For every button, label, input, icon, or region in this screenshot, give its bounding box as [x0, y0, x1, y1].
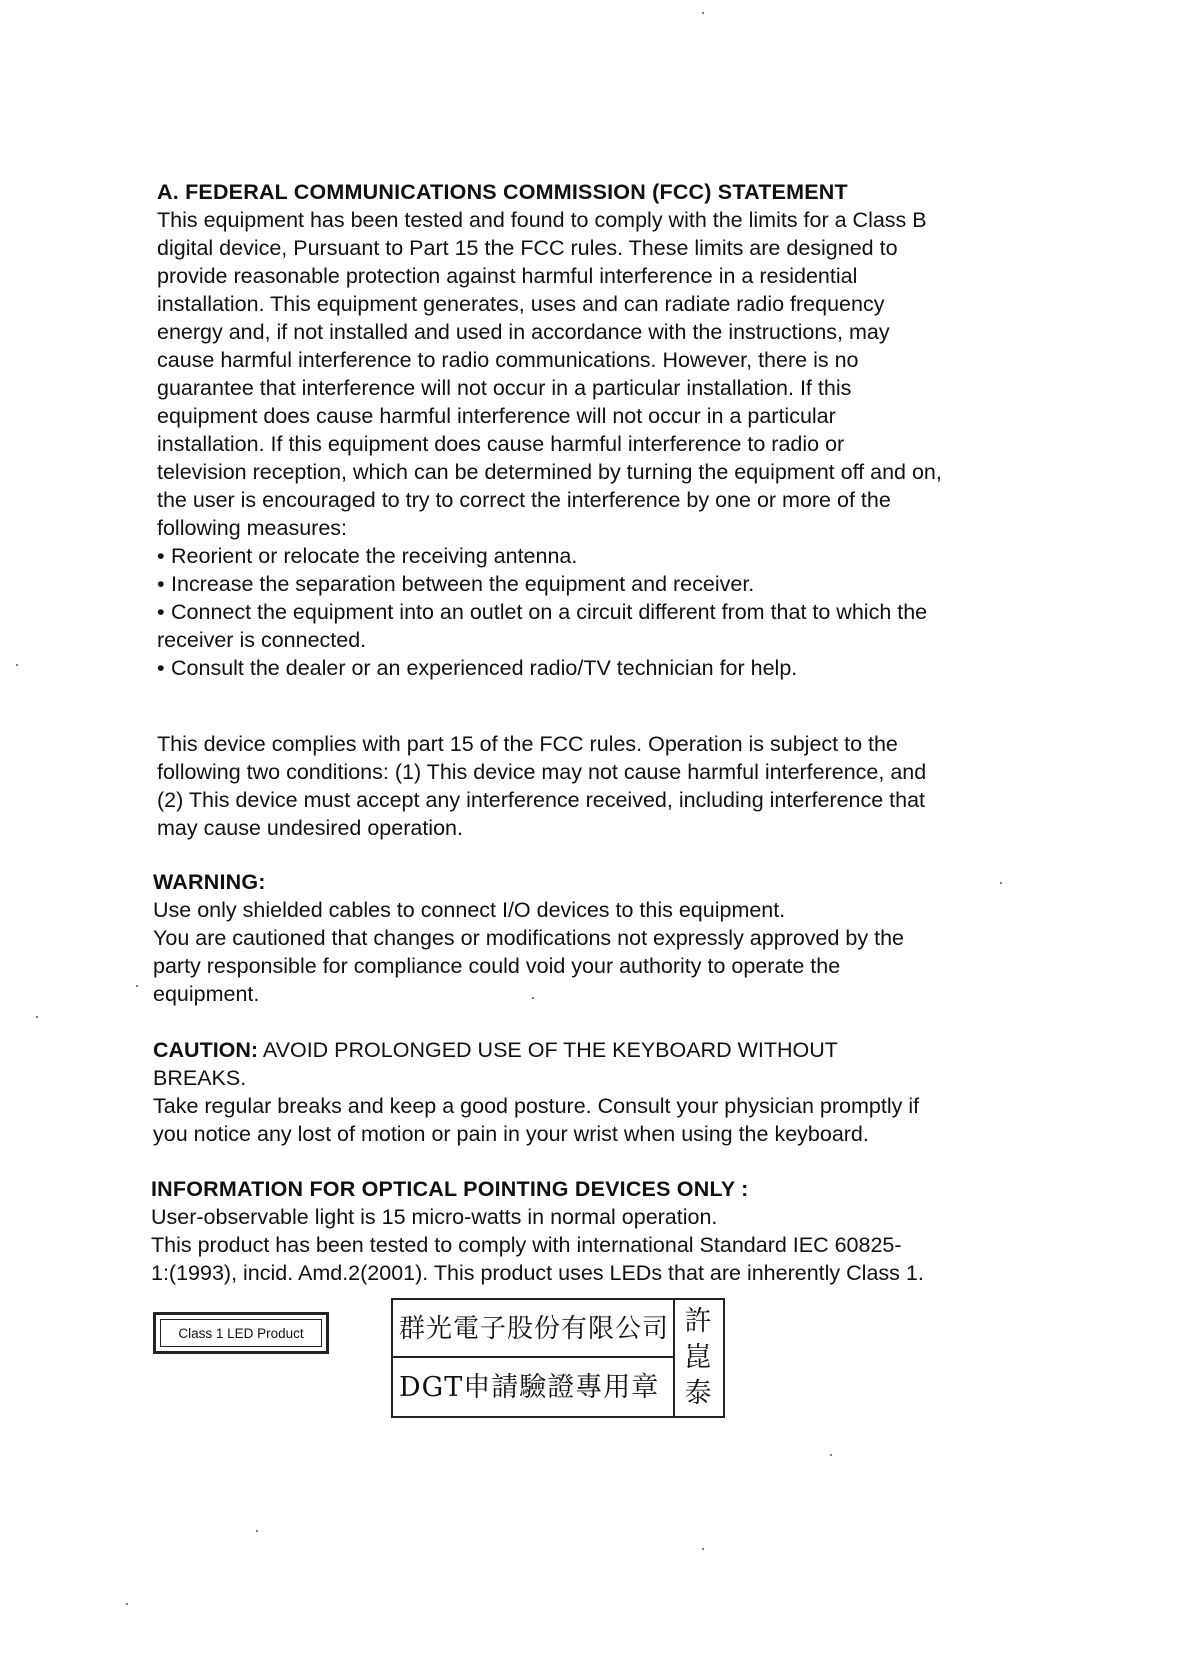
bullet-item: [157, 598, 1037, 626]
warning-line: You are cautioned that changes or modifications not expressly approved by the: [153, 926, 904, 950]
scan-speck: [702, 1548, 704, 1550]
company-stamp: [391, 1298, 735, 1418]
scan-speck: [126, 1603, 128, 1605]
scan-speck: [16, 664, 18, 666]
scan-speck: [36, 1016, 38, 1018]
stamp-name-char: 崑: [684, 1342, 712, 1373]
fcc-line: installation. This equipment generates, uses and can radiate radio frequency: [157, 292, 885, 316]
bullet-dot-icon: •: [157, 656, 165, 680]
bullet-text: Connect the equipment into an outlet on a circuit different from that to which the: [171, 600, 928, 624]
bullet-text: Consult the dealer or an experienced radio/TV technician for help.: [171, 656, 798, 680]
fcc-line: television reception, which can be determined by turning the equipment off and on,: [157, 460, 942, 484]
caution-line: you notice any lost of motion or pain in your wrist when using the keyboard.: [153, 1122, 869, 1146]
bullet-item: [157, 542, 1037, 570]
bullet-continuation: receiver is connected.: [157, 628, 367, 652]
led-label-text: Class 1 LED Product: [160, 1319, 322, 1347]
fcc-line: energy and, if not installed and used in accordance with the instructions, may: [157, 320, 890, 344]
fcc-line: installation. If this equipment does cause harmful interference to radio or: [157, 432, 845, 456]
caution-headline-continuation: BREAKS.: [153, 1066, 247, 1090]
stamp-name-char: 許: [684, 1306, 712, 1337]
optical-line: This product has been tested to comply with international Standard IEC 60825-: [151, 1233, 902, 1257]
optical-heading: INFORMATION FOR OPTICAL POINTING DEVICES ONLY :: [151, 1177, 749, 1201]
caution-label: CAUTION:: [153, 1038, 259, 1062]
optical-line: User-observable light is 15 micro-watts in normal operation.: [151, 1205, 718, 1229]
warning-line: Use only shielded cables to connect I/O devices to this equipment.: [153, 898, 786, 922]
stamp-main-box: [391, 1298, 675, 1418]
caution-headline: [153, 1036, 1033, 1064]
scan-speck: [136, 985, 138, 987]
bullet-item: [157, 570, 1037, 598]
compliance-line: following two conditions: (1) This device may not cause harmful interference, and: [157, 760, 927, 784]
stamp-person-name: [673, 1298, 725, 1418]
scan-speck: [532, 997, 534, 999]
scan-speck: [830, 1454, 832, 1456]
bullet-dot-icon: •: [157, 572, 165, 596]
warning-line: equipment.: [153, 982, 260, 1006]
caution-headline-text: AVOID PROLONGED USE OF THE KEYBOARD WITHOUT: [258, 1038, 838, 1062]
fcc-heading: A. FEDERAL COMMUNICATIONS COMMISSION (FCC) STATEMENT: [157, 180, 848, 204]
bullet-dot-icon: •: [157, 600, 165, 624]
fcc-line: guarantee that interference will not occur in a particular installation. If this: [157, 376, 852, 400]
fcc-line: digital device, Pursuant to Part 15 the FCC rules. These limits are designed to: [157, 236, 898, 260]
scan-speck: [1000, 882, 1002, 884]
stamp-purpose: DGT申請驗證專用章: [399, 1372, 660, 1403]
bullet-item: [157, 654, 1037, 682]
fcc-line: the user is encouraged to try to correct the interference by one or more of the: [157, 488, 891, 512]
stamp-name-char: 泰: [684, 1378, 712, 1409]
compliance-line: may cause undesired operation.: [157, 816, 463, 840]
fcc-line: following measures:: [157, 516, 348, 540]
fcc-statement-section: [157, 178, 1037, 682]
bullet-text: Increase the separation between the equipment and receiver.: [171, 572, 755, 596]
stamp-company-name: 群光電子股份有限公司: [393, 1300, 673, 1358]
bullet-dot-icon: •: [157, 544, 165, 568]
scan-speck: [702, 12, 704, 14]
compliance-section: [157, 730, 1037, 842]
fcc-line: provide reasonable protection against harmful interference in a residential: [157, 264, 858, 288]
compliance-line: (2) This device must accept any interference received, including interference that: [157, 788, 926, 812]
fcc-line: equipment does cause harmful interference will not occur in a particular: [157, 404, 836, 428]
optical-line: 1:(1993), incid. Amd.2(2001). This product uses LEDs that are inherently Class 1.: [151, 1261, 924, 1285]
bullet-text: Reorient or relocate the receiving antenna.: [171, 544, 578, 568]
caution-line: Take regular breaks and keep a good posture. Consult your physician promptly if: [153, 1094, 920, 1118]
optical-section: [151, 1175, 1031, 1287]
caution-section: [153, 1036, 1033, 1148]
compliance-line: This device complies with part 15 of the FCC rules. Operation is subject to the: [157, 732, 898, 756]
warning-heading: WARNING:: [153, 870, 266, 894]
class1-led-label: [153, 1312, 329, 1354]
warning-section: [153, 868, 1033, 1008]
warning-line: party responsible for compliance could void your authority to operate the: [153, 954, 841, 978]
fcc-line: This equipment has been tested and found to comply with the limits for a Class B: [157, 208, 927, 232]
fcc-line: cause harmful interference to radio communications. However, there is no: [157, 348, 859, 372]
scan-speck: [256, 1530, 258, 1532]
